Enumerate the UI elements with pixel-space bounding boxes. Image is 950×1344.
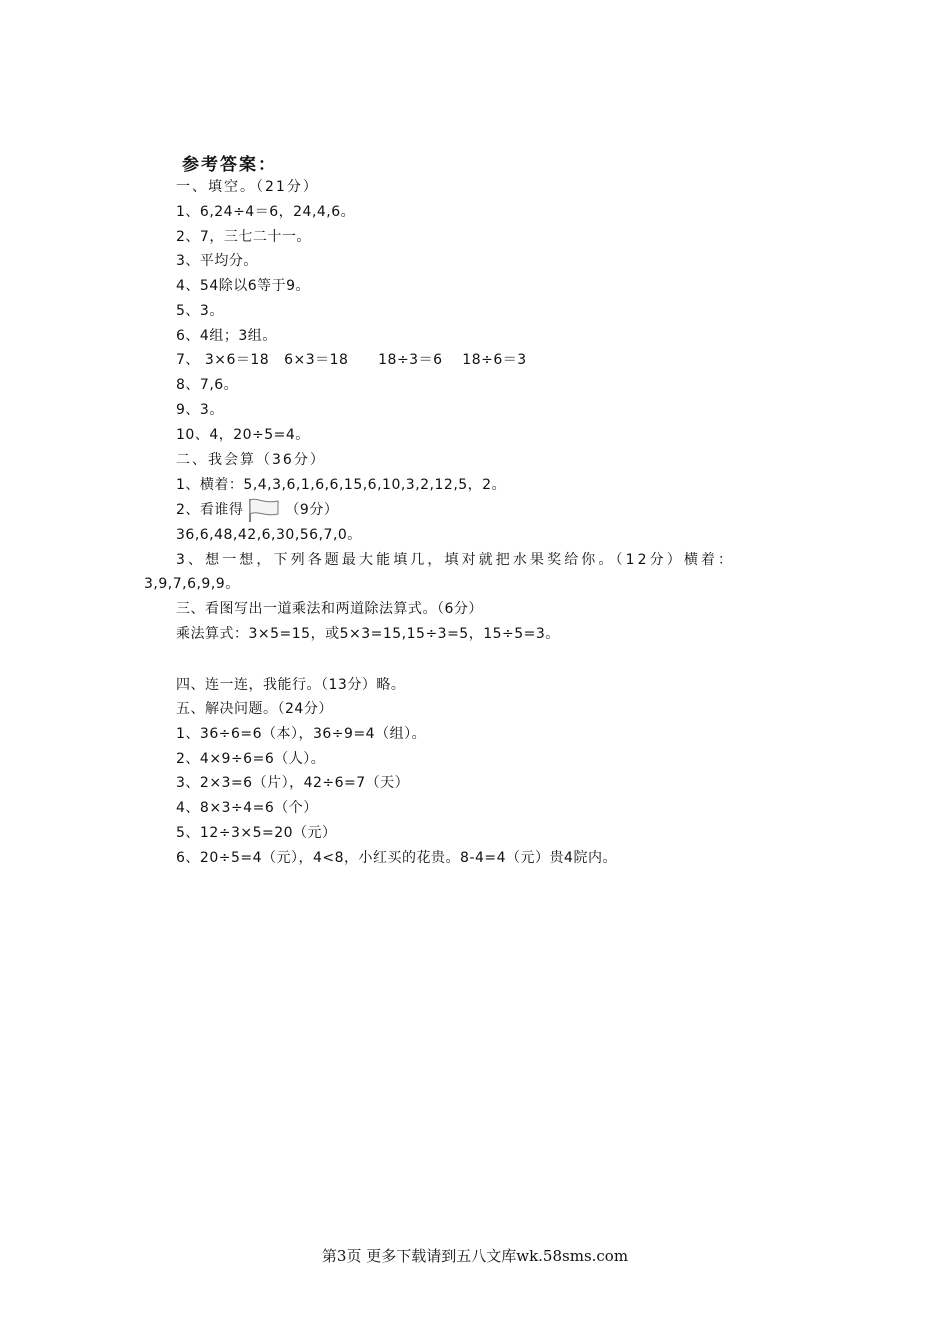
kan-label: 2、看谁得 [176,502,244,518]
answer-line: 2、4×9÷6=6（人）。 [176,751,326,767]
section-2-heading: 二、我会算（36分） [176,452,326,468]
page-footer: 第3页 更多下载请到五八文库wk.58sms.com [321,1247,629,1265]
answer-line: 5、12÷3×5=20（元） [176,825,337,841]
answer-line: 4、54除以6等于9。 [176,278,311,294]
answer-line: 7、 3×6＝18 6×3＝18 18÷3＝6 18÷6＝3 [176,352,527,368]
answer-line: 6、4组；3组。 [176,328,277,344]
flag-icon [247,497,281,523]
answer-line: 8、7,6。 [176,377,239,393]
answer-line: 1、横着：5,4,3,6,1,6,6,15,6,10,3,2,12,5，2。 [176,477,507,493]
answer-line: 6、20÷5=4（元），4<8，小红买的花贵。8-4=4（元）贵4院内。 [176,850,617,866]
answer-line-continued: 3,9,7,6,9,9。 [144,576,240,592]
answer-line: 1、36÷6=6（本），36÷9=4（组）。 [176,726,427,742]
section-5-heading: 五、解决问题。（24分） [176,701,333,717]
section-1-heading: 一、填空。（21分） [176,179,319,195]
section-3-heading: 三、看图写出一道乘法和两道除法算式。（6分） [176,601,483,617]
section-4-heading: 四、连一连，我能行。（13分）略。 [176,677,406,693]
answer-line: 9、3。 [176,402,224,418]
answer-line: 乘法算式：3×5=15，或5×3=15,15÷3=5，15÷5=3。 [176,626,560,642]
answer-line-wrapped: 3、想一想，下列各题最大能填几，填对就把水果奖给你。（12分）横着： [176,552,736,568]
answer-line: 10、4，20÷5=4。 [176,427,310,443]
answer-line: 2、7，三七二十一。 [176,229,311,245]
answer-line: 4、8×3÷4=6（个） [176,800,318,816]
answer-line: 36,6,48,42,6,30,56,7,0。 [176,527,362,543]
answer-line: 3、2×3=6（片），42÷6=7（天） [176,775,410,791]
answer-line: 3、平均分。 [176,253,258,269]
answer-line: 1、6,24÷4＝6，24,4,6。 [176,204,356,220]
answer-line-kan [176,497,338,523]
kan-score: （9分） [285,502,339,518]
answer-line: 5、3。 [176,303,224,319]
answer-title: 参考答案： [182,155,277,175]
